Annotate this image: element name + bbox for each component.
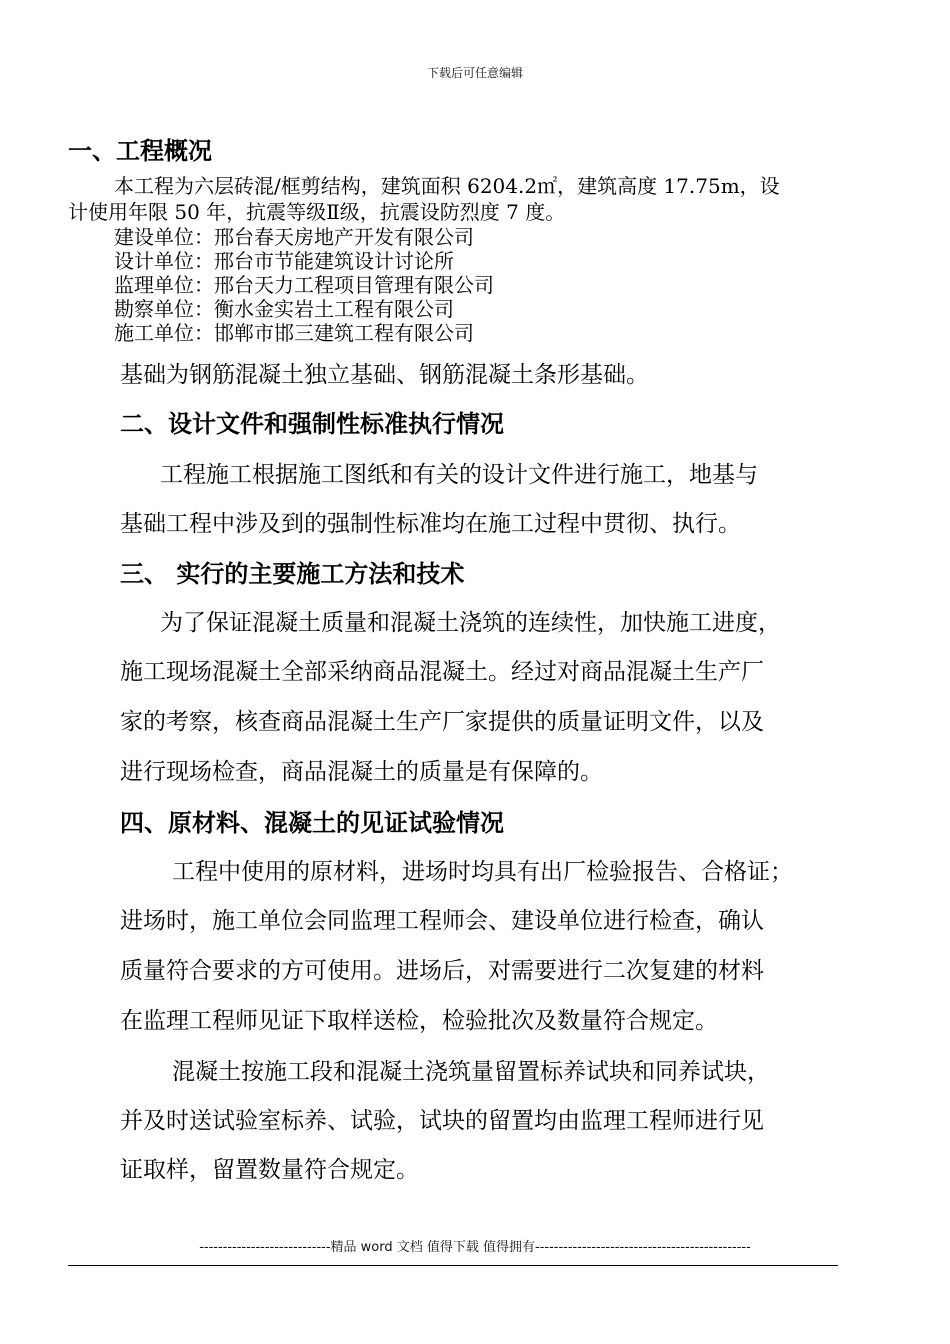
section-3-title: 三、 实行的主要施工方法和技术: [120, 560, 465, 588]
section-3-line-2: 施工现场混凝土全部采纳商品混凝土。经过对商品混凝土生产厂: [120, 659, 764, 685]
section-3-line-1: 为了保证混凝土质量和混凝土浇筑的连续性，加快施工进度，: [160, 610, 781, 636]
section-4-para-2-line-3: 证取样，留置数量符合规定。: [120, 1157, 419, 1183]
unit-contractor: 施工单位：邯郸市邯三建筑工程有限公司: [114, 321, 474, 345]
footer-note: ----------------------------精品 word 文档 值得下载 值得拥有----------------------------------------------: [199, 1240, 751, 1255]
section-4-para-1-line-1: 工程中使用的原材料，进场时均具有出厂检验报告、合格证；: [172, 859, 793, 885]
unit-construction: 建设单位：邢台春天房地产开发有限公司: [114, 225, 474, 249]
section-4-para-1-line-4: 在监理工程师见证下取样送检，检验批次及数量符合规定。: [120, 1008, 718, 1034]
section-2-title: 二、设计文件和强制性标准执行情况: [120, 410, 504, 438]
intro-line-2: 计使用年限 50 年，抗震等级Ⅱ级，抗震设防烈度 7 度。: [68, 200, 566, 224]
foundation-text: 基础为钢筋混凝土独立基础、钢筋混凝土条形基础。: [120, 362, 649, 388]
section-4-para-2-line-1: 混凝土按施工段和混凝土浇筑量留置标养试块和同养试块，: [172, 1059, 770, 1085]
header-note: 下载后可任意编辑: [426, 66, 523, 80]
intro-line-1: 本工程为六层砖混/框剪结构，建筑面积 6204.2㎡，建筑高度 17.75m，设: [114, 174, 780, 198]
section-2-line-2: 基础工程中涉及到的强制性标准均在施工过程中贯彻、执行。: [120, 511, 741, 537]
section-1-title: 一、工程概况: [68, 137, 212, 165]
unit-survey: 勘察单位：衡水金实岩土工程有限公司: [114, 297, 454, 321]
section-3-line-4: 进行现场检查，商品混凝土的质量是有保障的。: [120, 759, 603, 785]
section-4-para-2-line-2: 并及时送试验室标养、试验，试块的留置均由监理工程师进行见: [120, 1108, 764, 1134]
unit-design: 设计单位：邢台市节能建筑设计讨论所: [114, 249, 454, 273]
section-2-line-1: 工程施工根据施工图纸和有关的设计文件进行施工，地基与: [160, 462, 758, 488]
section-4-title: 四、原材料、混凝土的见证试验情况: [120, 809, 504, 837]
section-3-line-3: 家的考察，核查商品混凝土生产厂家提供的质量证明文件，以及: [120, 709, 764, 735]
unit-supervision: 监理单位：邢台天力工程项目管理有限公司: [114, 273, 494, 297]
footer-rule: [68, 1265, 838, 1266]
section-4-para-1-line-3: 质量符合要求的方可使用。进场后，对需要进行二次复建的材料: [120, 958, 764, 984]
section-4-para-1-line-2: 进场时，施工单位会同监理工程师会、建设单位进行检查，确认: [120, 908, 764, 934]
